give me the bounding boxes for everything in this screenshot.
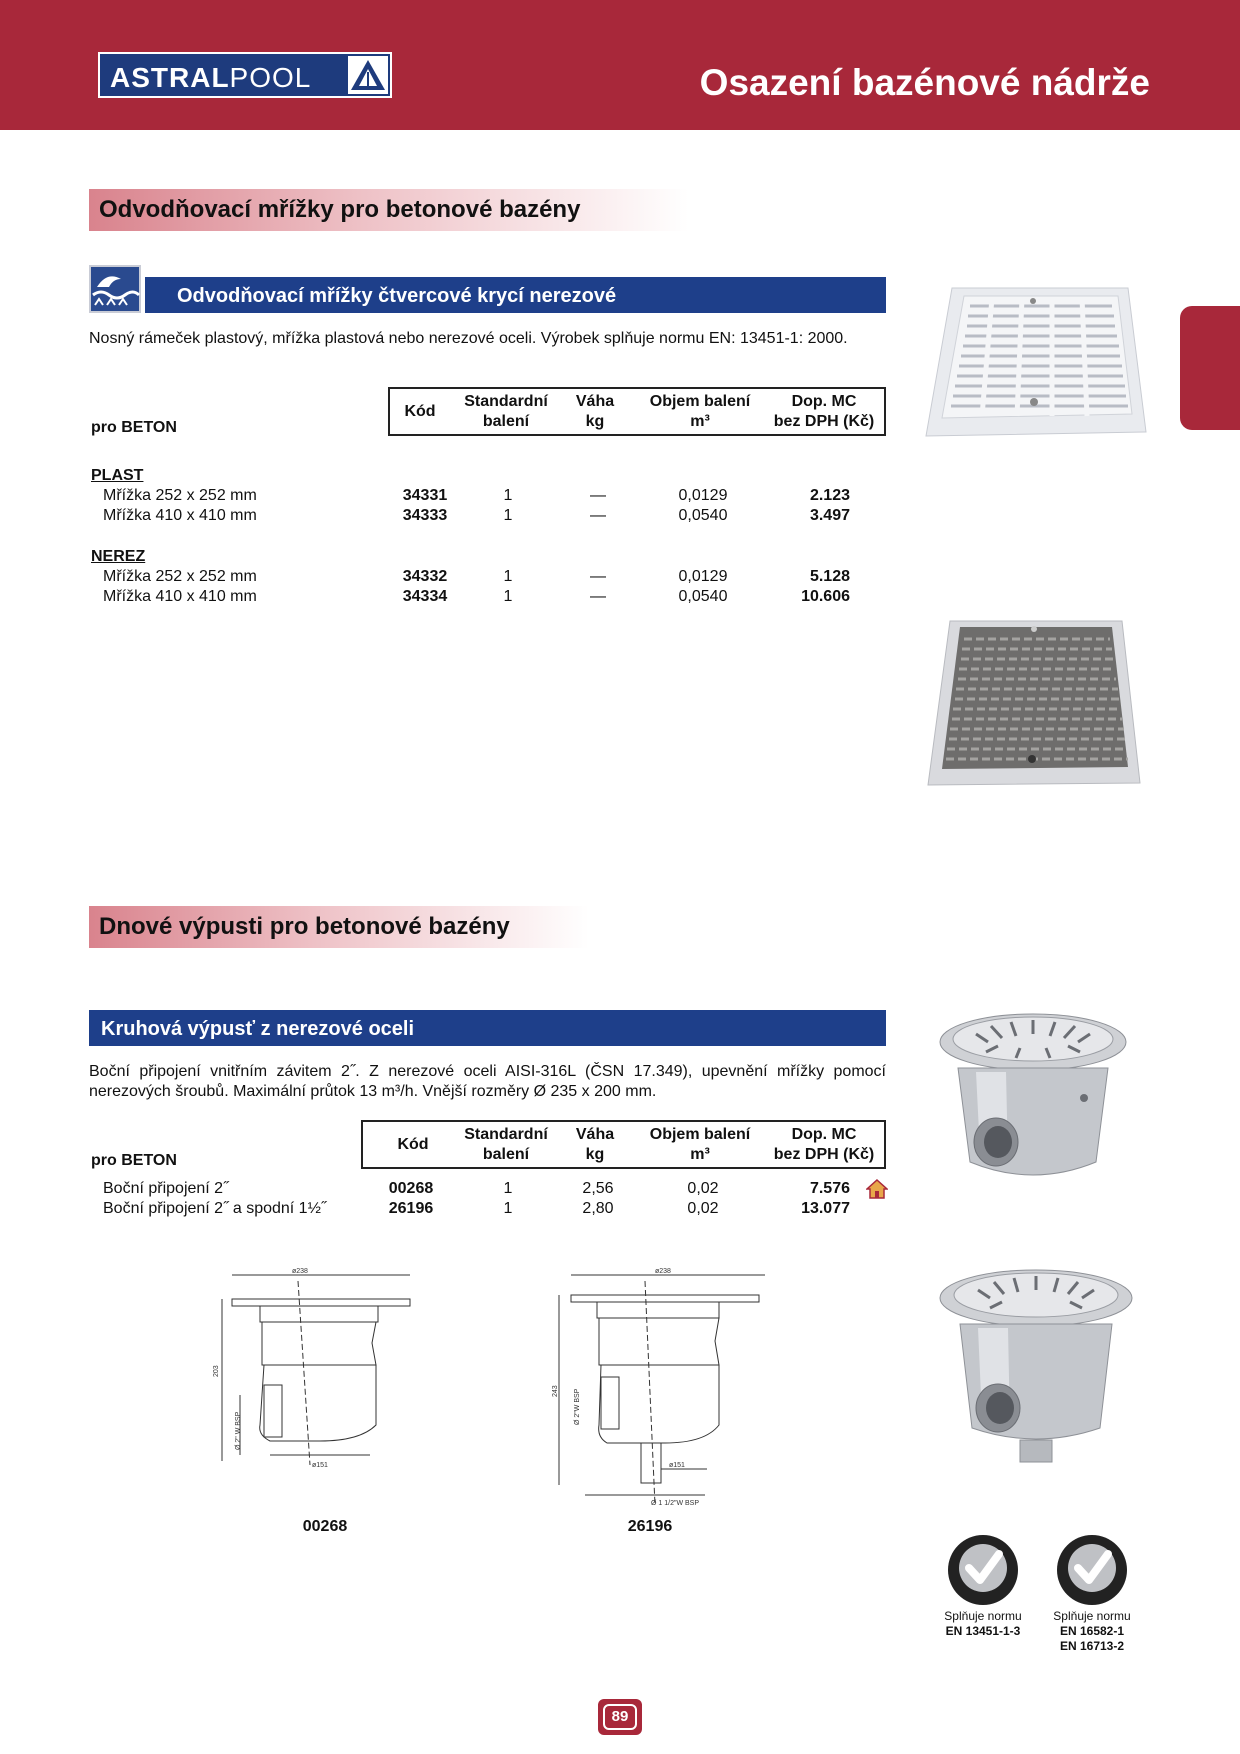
checkmark-seal-icon xyxy=(1056,1534,1128,1606)
dim-outlet: Ø 1 1/2"W BSP xyxy=(651,1500,700,1507)
table-row: Mřížka 252 x 252 mm 34331 1 — 0,0129 2.123 xyxy=(103,487,850,504)
plastic-grate-image xyxy=(922,284,1148,440)
header-price: Dop. MC bez DPH (Kč) xyxy=(773,1126,875,1163)
dim-bottom: ø151 xyxy=(669,1462,685,1469)
section-header xyxy=(89,906,589,948)
group-label: NEREZ xyxy=(91,548,146,565)
page-title: Osazení bazénové nádrže xyxy=(699,62,1150,103)
subsection-title: Odvodňovací mřížky čtvercové krycí nerezové xyxy=(177,285,617,307)
subsection-title: Kruhová výpusť z nerezové oceli xyxy=(101,1018,415,1040)
astralpool-logo xyxy=(98,52,392,98)
drawing-caption: 00268 xyxy=(302,1518,348,1535)
drain-bottom-image xyxy=(936,1268,1136,1468)
pool-wave-icon xyxy=(89,265,141,313)
header-price: Dop. MC bez DPH (Kč) xyxy=(773,393,875,430)
section-header xyxy=(89,189,689,231)
dim-height: 203 xyxy=(213,1365,220,1377)
header-code: Kód xyxy=(397,1136,429,1153)
technical-drawing-26196 xyxy=(545,1265,775,1515)
dim-thread: Ø 2" W BSP xyxy=(235,1411,242,1450)
page-number-badge xyxy=(598,1699,642,1735)
table-header xyxy=(361,1120,886,1169)
header-std: Standardní balení xyxy=(464,1126,548,1163)
row-label: pro BETON xyxy=(91,1152,177,1169)
house-icon xyxy=(866,1179,888,1199)
cert-caption: Splňuje normu EN 16582-1 EN 16713-2 xyxy=(1053,1609,1131,1653)
table-row: Mřížka 252 x 252 mm 34332 1 — 0,0129 5.128 xyxy=(103,568,850,585)
drain-side-image xyxy=(936,1012,1130,1192)
header-weight: Váha kg xyxy=(575,1126,615,1163)
header-volume: Objem balení m³ xyxy=(649,1126,751,1163)
technical-drawing-00268 xyxy=(200,1265,420,1475)
checkmark-seal-icon xyxy=(947,1534,1019,1606)
table-row: Mřížka 410 x 410 mm 34334 1 — 0,0540 10.606 xyxy=(103,588,850,605)
dim-thread: Ø 2"W BSP xyxy=(574,1388,581,1425)
product-description: Nosný rámeček plastový, mřížka plastová nebo nerezové oceli. Výrobek splňuje normu EN: 13451-1: 2000. xyxy=(89,330,848,347)
header-volume: Objem balení m³ xyxy=(649,393,751,430)
cert-caption: Splňuje normu EN 13451-1-3 xyxy=(944,1609,1022,1638)
drawing-caption: 26196 xyxy=(627,1518,673,1535)
chapter-tab xyxy=(1180,306,1240,430)
subsection-bar xyxy=(89,1010,886,1046)
table-header xyxy=(388,387,886,436)
table-row: Mřížka 410 x 410 mm 34333 1 — 0,0540 3.497 xyxy=(103,507,850,524)
section-title: Dnové výpusti pro betonové bazény xyxy=(99,913,510,940)
row-label: pro BETON xyxy=(91,419,177,436)
dim-height: 243 xyxy=(552,1385,559,1397)
table-row: Boční připojení 2˝ 00268 1 2,56 0,02 7.576 xyxy=(0,1179,1240,1199)
page-number: 89 xyxy=(603,1704,637,1730)
subsection-bar xyxy=(145,277,886,313)
dim-bottom: ø151 xyxy=(312,1462,328,1469)
dim-top: ø238 xyxy=(292,1268,308,1275)
group-label: PLAST xyxy=(91,467,144,484)
header-std: Standardní balení xyxy=(464,393,548,430)
product-description: Boční připojení vnitřním závitem 2˝. Z nerezové oceli AISI-316L (ČSN 17.349), upevnění mřížky pomocí nerezových šroubů. Maximální průtok 13 m³/h. Vnější rozměry Ø 235 x 200 mm. xyxy=(89,1063,886,1100)
section-title: Odvodňovací mřížky pro betonové bazény xyxy=(99,196,581,223)
dim-top: ø238 xyxy=(655,1268,671,1275)
header-weight: Váha kg xyxy=(575,393,615,430)
table-row: Boční připojení 2˝ a spodní 1½˝ 26196 1 2,80 0,02 13.077 xyxy=(103,1200,850,1217)
logo-emblem-icon xyxy=(348,56,388,94)
stainless-grate-image xyxy=(924,617,1142,789)
logo-wordmark: ASTRALPOOL xyxy=(110,62,312,93)
header-code: Kód xyxy=(404,403,436,420)
